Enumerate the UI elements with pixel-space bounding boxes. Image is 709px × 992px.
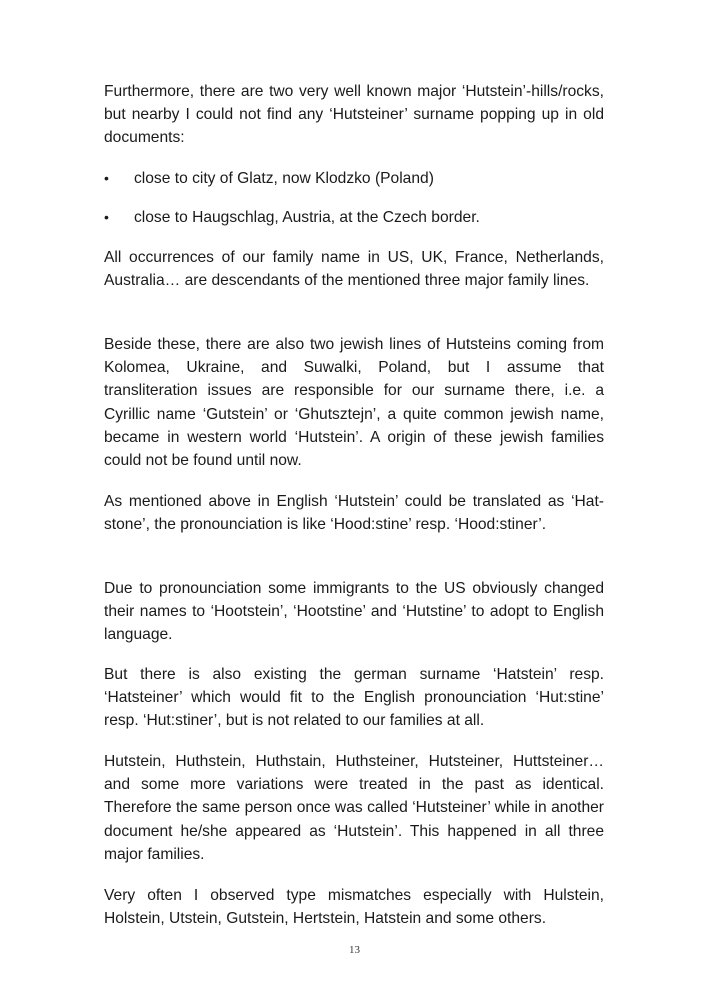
bullet-text: close to Haugschlag, Austria, at the Czech border.: [134, 209, 480, 226]
paragraph-pronounciation: Due to pronounciation some immigrants to the US obviously changed their names to ‘Hootstein’, ‘Hootstine’ and ‘Hutstine’ to adopt to English language.: [104, 580, 604, 644]
bullet-text: close to city of Glatz, now Klodzko (Poland): [134, 170, 434, 187]
paragraph-hatstein: But there is also existing the german surname ‘Hatstein’ resp. ‘Hatsteiner’ which would fit to the English pronounciation ‘Hut:stine’ resp. ‘Hut:stiner’, but is not related to our families at all.: [104, 666, 604, 730]
paragraph-hutstein-hills: Furthermore, there are two very well known major ‘Hutstein’-hills/rocks, but nearby I could not find any ‘Hutsteiner’ surname popping up in old documents:: [104, 83, 604, 147]
bullet-marker: •: [104, 170, 109, 186]
bullet-marker: •: [104, 209, 109, 225]
paragraph-english-translation: As mentioned above in English ‘Hutstein’ could be translated as ‘Hat-stone’, the pronounciation is like ‘Hood:stine’ resp. ‘Hood:stiner’.: [104, 493, 604, 534]
paragraph-jewish-lines: Beside these, there are also two jewish lines of Hutsteins coming from Kolomea, Ukraine, and Suwalki, Poland, but I assume that transliteration issues are responsible for our surname there, i.e. a Cyrillic name ‘Gutstein’ or ‘Ghutsztejn’, a quite common jewish name, became in western world ‘Hutstein’. A origin of these jewish families could not be found until now.: [104, 336, 604, 470]
page-number: 13: [349, 944, 360, 956]
paragraph-type-mismatches: Very often I observed type mismatches especially with Hulstein, Holstein, Utstein, Gutstein, Hertstein, Hatstein and some others.: [104, 887, 604, 928]
paragraph-variations: Hutstein, Huthstein, Huthstain, Huthsteiner, Hutsteiner, Huttsteiner… and some more variations were treated in the past as identical. Therefore the same person once was called ‘Hutsteiner’ while in another document he/she appeared as ‘Hutstein’. This happened in all three major families.: [104, 753, 604, 863]
paragraph-occurrences: All occurrences of our family name in US, UK, France, Netherlands, Australia… are descendants of the mentioned three major family lines.: [104, 249, 604, 290]
